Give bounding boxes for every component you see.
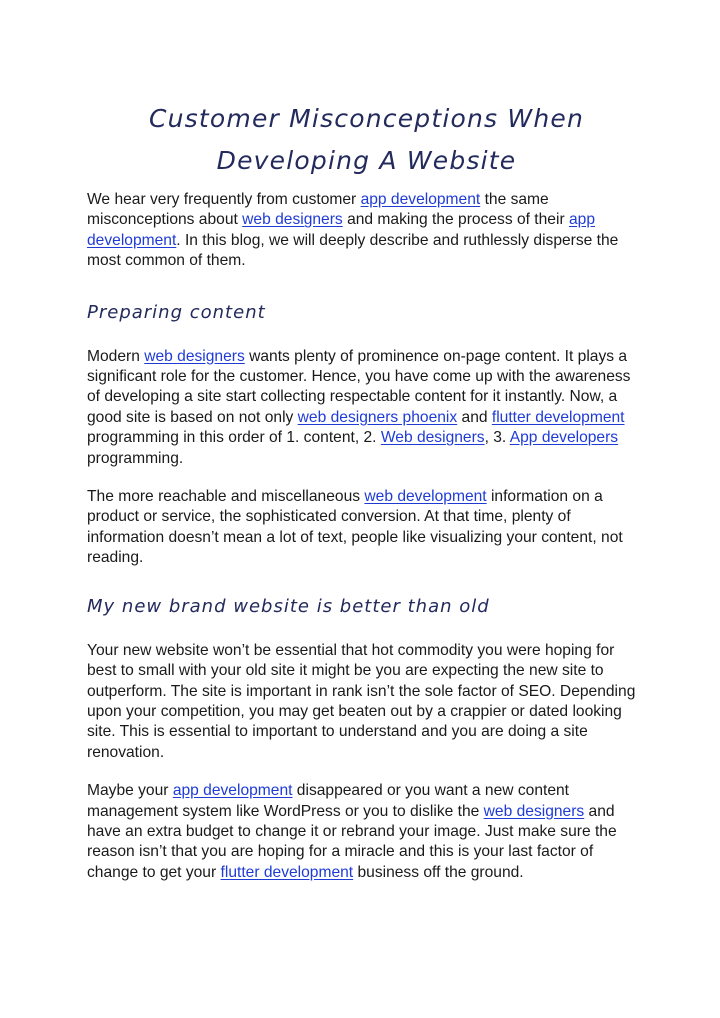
prep1-text-2: wants plenty of prominence on-page content. It plays a significant role for the customer. Hence, you have come up with the awareness of developing a site start collecting respectable content for it instantly. Now, a good site is based on not only <box>87 347 631 426</box>
prep1-text-4: programming in this order of 1. content, 2. <box>87 429 381 447</box>
prep1-text-5: , 3. <box>484 429 510 447</box>
brand2-text-4: business off the ground. <box>353 863 524 881</box>
preparing-paragraph-2 <box>87 487 637 569</box>
link-app-developers[interactable]: App developers <box>509 429 619 447</box>
intro-text-2: the same misconceptions about <box>87 191 549 229</box>
link-app-development[interactable]: app development <box>87 211 595 249</box>
intro-text-4: . In this blog, we will deeply describe and ruthlessly disperse the most common of them. <box>87 231 619 270</box>
page-title: Customer Misconceptions When Developing A Website <box>148 104 585 175</box>
link-app-development[interactable]: app development <box>360 191 481 208</box>
link-flutter-development[interactable]: flutter development <box>220 863 354 881</box>
brand-paragraph-1: Your new website won’t be essential that hot commodity you were hoping for best to small with your old site it might be you are expecting the new site to outperform. The site is important in rank isn’t the sole factor of SEO. Depending upon your competition, you may get beaten out by a crappier or dated looking site. This is essential to important to understand and you are doing a site renovation. <box>87 641 636 761</box>
intro-text-3: and making the process of their <box>342 211 569 229</box>
link-web-designers[interactable]: web designers <box>242 211 343 229</box>
link-web-designers[interactable]: web designers <box>483 802 585 820</box>
brand2-text-1: Maybe your <box>87 782 173 800</box>
brand2-text-3: and have an extra budget to change it or rebrand your image. Just make sure the reason isn’t that you are hoping for a miracle and this is your last factor of change to get your <box>87 802 617 881</box>
brand2-text-2: disappeared or you want a new content management system like WordPress or you to dislike the <box>87 782 570 820</box>
link-app-development[interactable]: app development <box>172 782 293 800</box>
prep2-text-1: The more reachable and miscellaneous <box>87 488 365 506</box>
prep2-text-2: information on a product or service, the sophisticated conversion. At that time, plenty of information doesn’t mean a lot of text, people like visualizing your content, not reading. <box>87 488 623 567</box>
intro-paragraph <box>87 190 637 272</box>
link-web-designers-phoenix[interactable]: web designers phoenix <box>297 408 458 426</box>
brand-paragraph-2 <box>87 781 637 883</box>
section-heading-preparing-content: Preparing content <box>87 301 266 323</box>
intro-text-1: We hear very frequently from customer <box>87 191 361 208</box>
preparing-paragraph-1 <box>87 347 637 469</box>
link-web-designers[interactable]: web designers <box>144 347 245 365</box>
link-flutter-development[interactable]: flutter development <box>491 408 625 426</box>
prep1-text-1: Modern <box>87 347 145 365</box>
link-web-development[interactable]: web development <box>364 488 487 506</box>
prep1-text-6: programming. <box>87 449 184 467</box>
link-web-designers[interactable]: Web designers <box>380 429 485 447</box>
prep1-text-3: and <box>457 408 492 426</box>
document-page <box>87 0 637 883</box>
section-heading-new-brand-website: My new brand website is better than old <box>87 595 490 617</box>
